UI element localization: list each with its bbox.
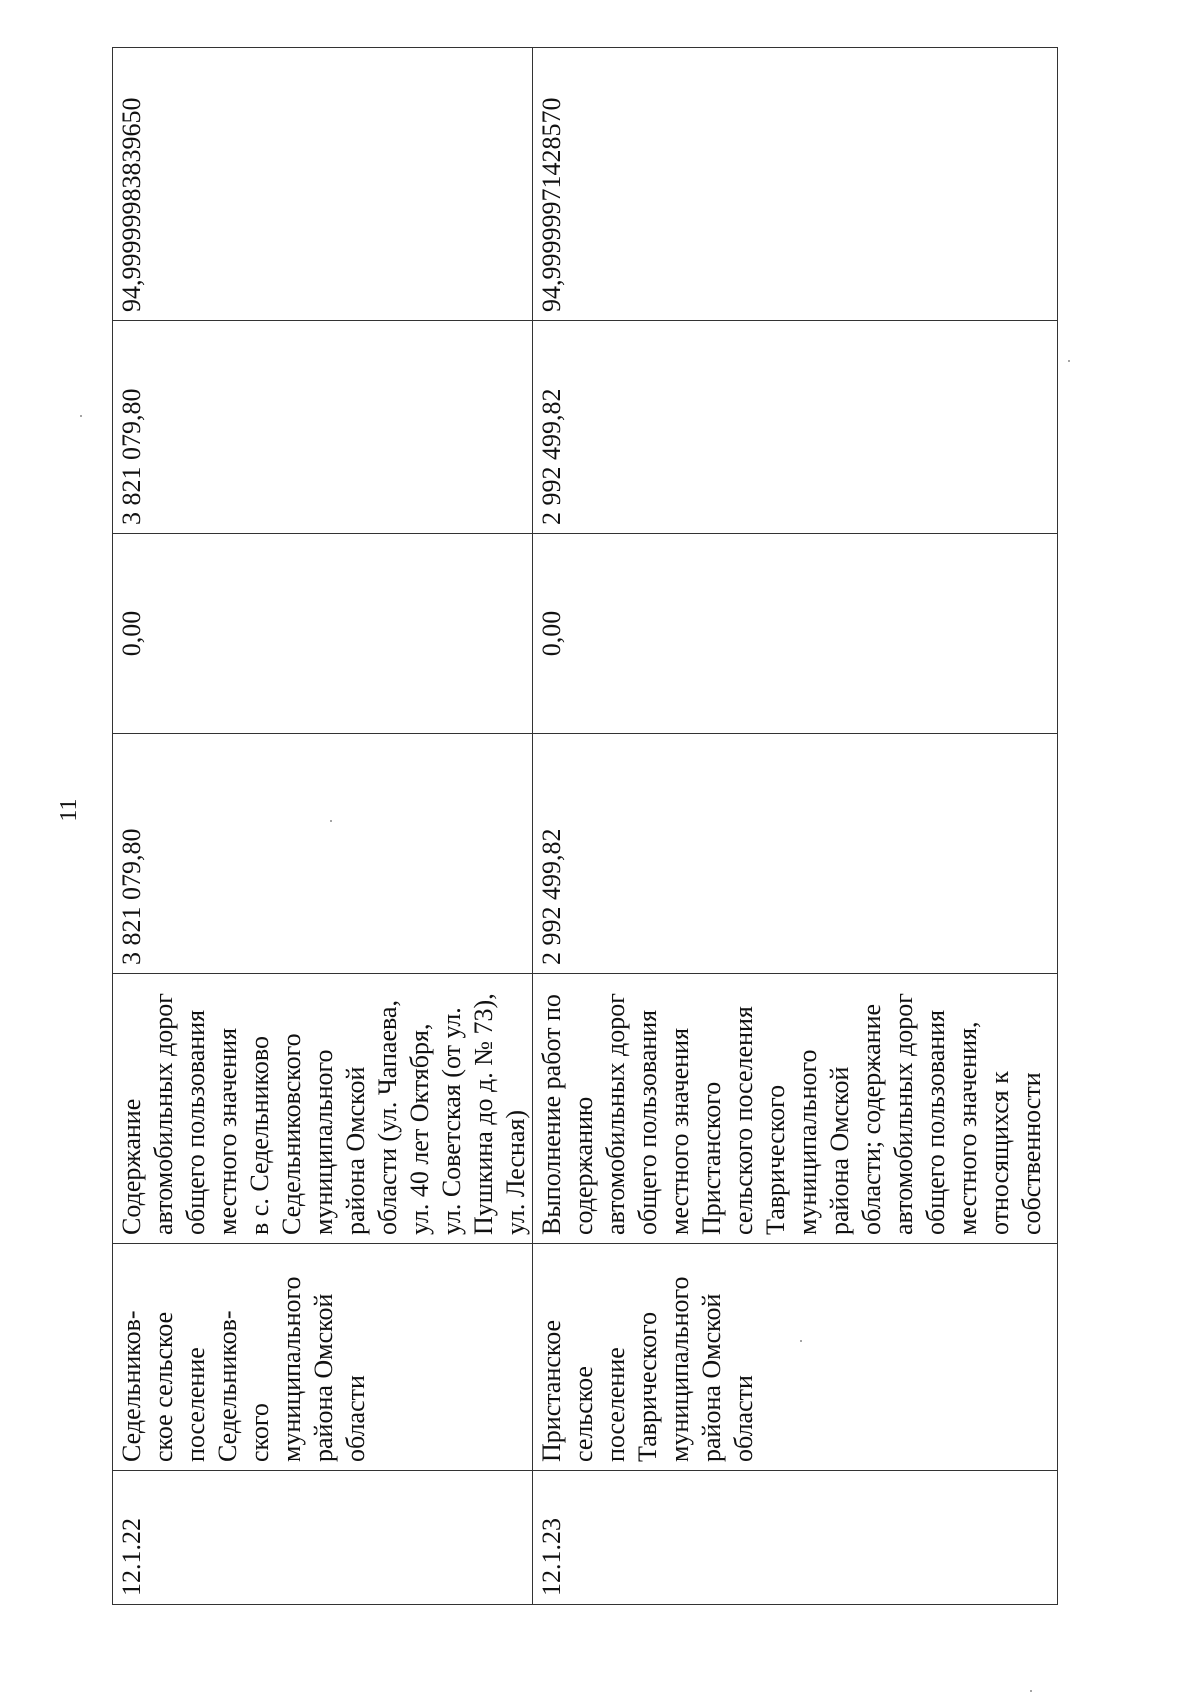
scan-speck [1030,1690,1032,1692]
purpose-cell: Содержание автомобильных дорог общего пользования местного значения в с. Седельниково Седельниковского муниципального района Омской области (ул. Чапаева, ул. 40 лет Октября, ул. Советская (от ул. Пушкина до д. № 73), ул. Лесная) [113,974,533,1244]
amount-zero-cell: 0,00 [113,534,533,734]
table-container [112,48,1058,1605]
scan-speck [80,415,82,417]
scan-speck [330,820,332,822]
row-code: 12.1.22 [113,1471,533,1605]
recipient-cell: Пристанское сельское поселение Таврического муниципального района Омской области [533,1244,1058,1471]
page-number: 11 [55,798,82,822]
table-row [533,48,1058,1605]
amount-second-cell: 2 992 499,82 [533,321,1058,534]
percent-cell: 94,99999983839650 [113,48,533,321]
subsidy-table [112,47,1058,1605]
amount-total-cell: 2 992 499,82 [533,734,1058,974]
amount-total-cell: 3 821 079,80 [113,734,533,974]
table-row [113,48,533,1605]
row-code: 12.1.23 [533,1471,1058,1605]
scan-speck [1068,360,1070,362]
amount-zero-cell: 0,00 [533,534,1058,734]
recipient-cell: Седельников- ское сельское поселение Седельников- ского муниципального района Омской области [113,1244,533,1471]
scan-speck [800,1340,802,1342]
amount-second-cell: 3 821 079,80 [113,321,533,534]
purpose-cell: Выполнение работ по содержанию автомобильных дорог общего пользования местного значения Пристанского сельского поселения Таврического муниципального района Омской области; содержание автомобильных дорог общего пользования местного значения, относящихся к собственности [533,974,1058,1244]
percent-cell: 94,99999971428570 [533,48,1058,321]
